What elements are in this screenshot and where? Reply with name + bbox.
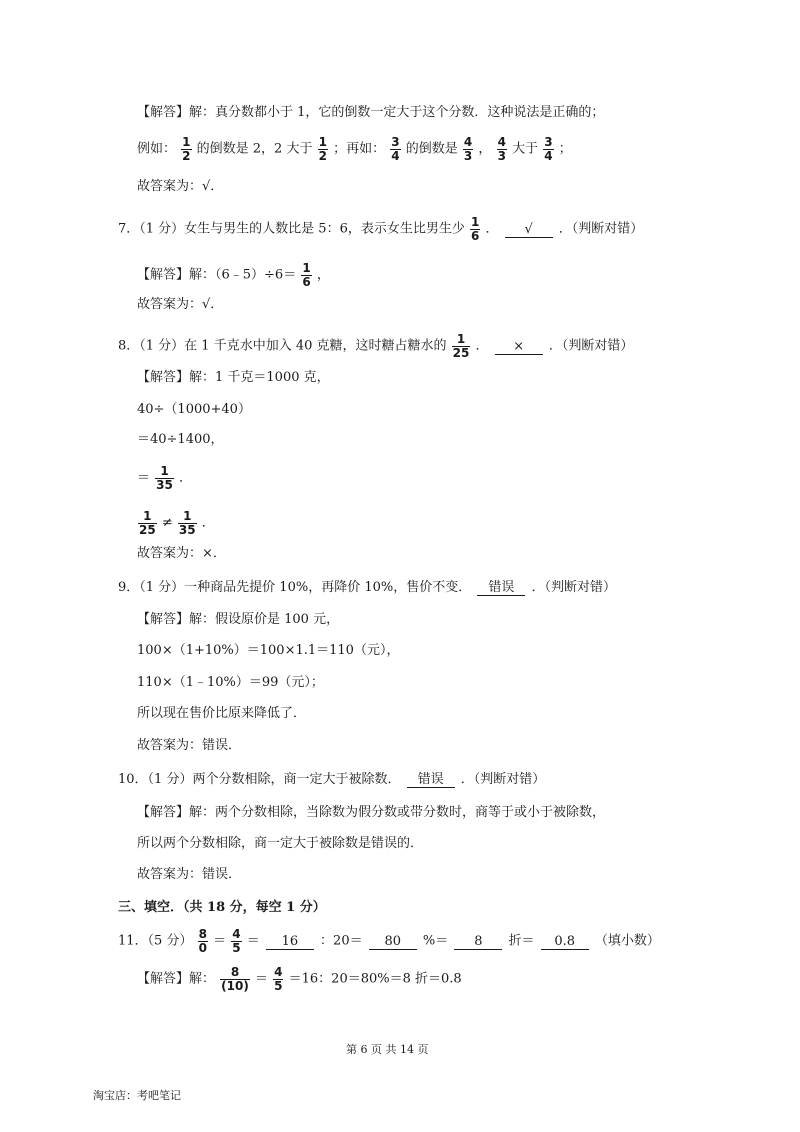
fraction: $\frac{3}{4}$	[391, 135, 400, 163]
fraction: $\frac{1}{6}$	[302, 261, 311, 289]
q7-solution	[137, 262, 330, 288]
text: 折＝	[508, 933, 535, 949]
q10-stem	[118, 773, 545, 788]
answer-blank: ×	[495, 340, 543, 355]
fraction: $\frac{4}{3}$	[497, 135, 506, 163]
text: ，	[316, 267, 330, 283]
page-number: 第 6 页 共 14 页	[346, 1043, 429, 1056]
q7-stem	[118, 216, 643, 242]
text: 的倒数是 2，2 大于	[196, 141, 313, 157]
q9-stem	[118, 581, 616, 596]
q8-solution-1: 【解答】解：1 千克＝1000 克，	[137, 370, 330, 385]
q9-solution-4: 所以现在售价比原来降低了．	[137, 706, 307, 721]
text: ．	[179, 470, 193, 486]
q6-solution-line1: 【解答】解：真分数都小于 1，它的倒数一定大于这个分数．这种说法是正确的；	[137, 105, 605, 120]
q8-conclusion: 故答案为：×．	[137, 546, 226, 561]
text: 8．（1 分）在 1 千克水中加入 40 克糖，这时糖占糖水的	[118, 338, 447, 354]
text: ．（判断对错）	[531, 580, 617, 595]
text: ；再如：	[333, 141, 386, 157]
text: 【解答】解：（6﹣5）÷6＝	[137, 267, 297, 283]
answer-blank: √	[505, 223, 553, 238]
text: （填小数）	[594, 933, 660, 949]
q8-solution-4	[137, 465, 192, 491]
text: ．（判断对错）	[548, 338, 634, 354]
q6-conclusion: 故答案为：√．	[137, 179, 224, 194]
q8-solution-2: 40÷（1000+40）	[137, 402, 251, 417]
text: %＝	[422, 933, 449, 949]
text: 9．（1 分）一种商品先提价 10%，再降价 10%，售价不变．	[118, 580, 472, 595]
text: 的倒数是	[405, 141, 458, 157]
answer-blank: 80	[369, 935, 417, 950]
shop-watermark: 淘宝店：考吧笔记	[93, 1089, 181, 1102]
q10-solution-2: 所以两个分数相除，商一定大于被除数是错误的．	[137, 836, 424, 851]
text: ．	[485, 221, 499, 237]
fraction: $\frac{1}{35}$	[178, 509, 196, 537]
text: ：20＝	[320, 933, 363, 949]
text: 例如：	[137, 141, 177, 157]
fraction: $\frac{4}{5}$	[232, 927, 241, 955]
text: 【解答】解：	[137, 971, 216, 987]
q7-conclusion: 故答案为：√．	[137, 297, 224, 312]
answer-blank: 8	[454, 935, 502, 950]
answer-blank: 错误	[407, 773, 455, 788]
q9-conclusion: 故答案为：错误．	[137, 738, 242, 753]
fraction: $\frac{1}{6}$	[471, 215, 480, 243]
q11-stem	[118, 928, 660, 954]
q8-stem	[118, 333, 633, 359]
section-heading: 三、填空．（共 18 分，每空 1 分）	[118, 900, 326, 915]
text: ，	[478, 141, 492, 157]
fraction: $\frac{1}{2}$	[318, 135, 327, 163]
answer-blank: 错误	[477, 581, 525, 596]
text: ＝	[254, 971, 268, 987]
q10-conclusion: 故答案为：错误．	[137, 867, 242, 882]
answer-blank: 16	[266, 935, 314, 950]
text: ＝	[137, 470, 151, 486]
fraction: $\frac{4}{3}$	[463, 135, 473, 163]
fraction: $\frac{8}{0}$	[198, 927, 207, 955]
text: ．（判断对错）	[460, 772, 546, 787]
q10-solution-1: 【解答】解：两个分数相除，当除数为假分数或带分数时，商等于或小于被除数，	[137, 805, 606, 820]
fraction: $\frac{8}{(10)}$	[221, 965, 249, 993]
q9-solution-2: 100×（1+10%）＝100×1.1＝110（元），	[137, 643, 400, 658]
text: ．	[201, 515, 215, 531]
text: ．（判断对错）	[558, 221, 644, 237]
text: 11．（5 分）	[118, 933, 193, 949]
fraction: $\frac{4}{5}$	[274, 965, 283, 993]
answer-blank: 0.8	[541, 935, 589, 950]
fraction: $\frac{1}{25}$	[139, 509, 156, 537]
fraction: $\frac{1}{25}$	[452, 332, 470, 360]
text: ＝	[213, 933, 227, 949]
q6-solution-line2	[137, 136, 572, 162]
text: ＝	[246, 933, 260, 949]
q8-solution-5	[137, 510, 215, 536]
text: ≠	[161, 515, 173, 531]
text: ．	[475, 338, 489, 354]
q8-solution-3: ＝40÷1400，	[137, 432, 224, 447]
text: 大于	[512, 141, 539, 157]
text: ；	[558, 141, 572, 157]
text: 7．（1 分）女生与男生的人数比是 5：6，表示女生比男生少	[118, 221, 465, 237]
q11-solution	[137, 966, 462, 992]
fraction: $\frac{1}{2}$	[182, 135, 191, 163]
fraction: $\frac{1}{35}$	[156, 464, 173, 492]
text: 10．（1 分）两个分数相除，商一定大于被除数．	[118, 772, 401, 787]
text: ＝16：20＝80%＝8 折＝0.8	[288, 971, 462, 987]
fraction: $\frac{3}{4}$	[544, 135, 553, 163]
q9-solution-1: 【解答】解：假设原价是 100 元，	[137, 612, 340, 627]
q9-solution-3: 110×（1﹣10%）＝99（元）；	[137, 675, 324, 690]
